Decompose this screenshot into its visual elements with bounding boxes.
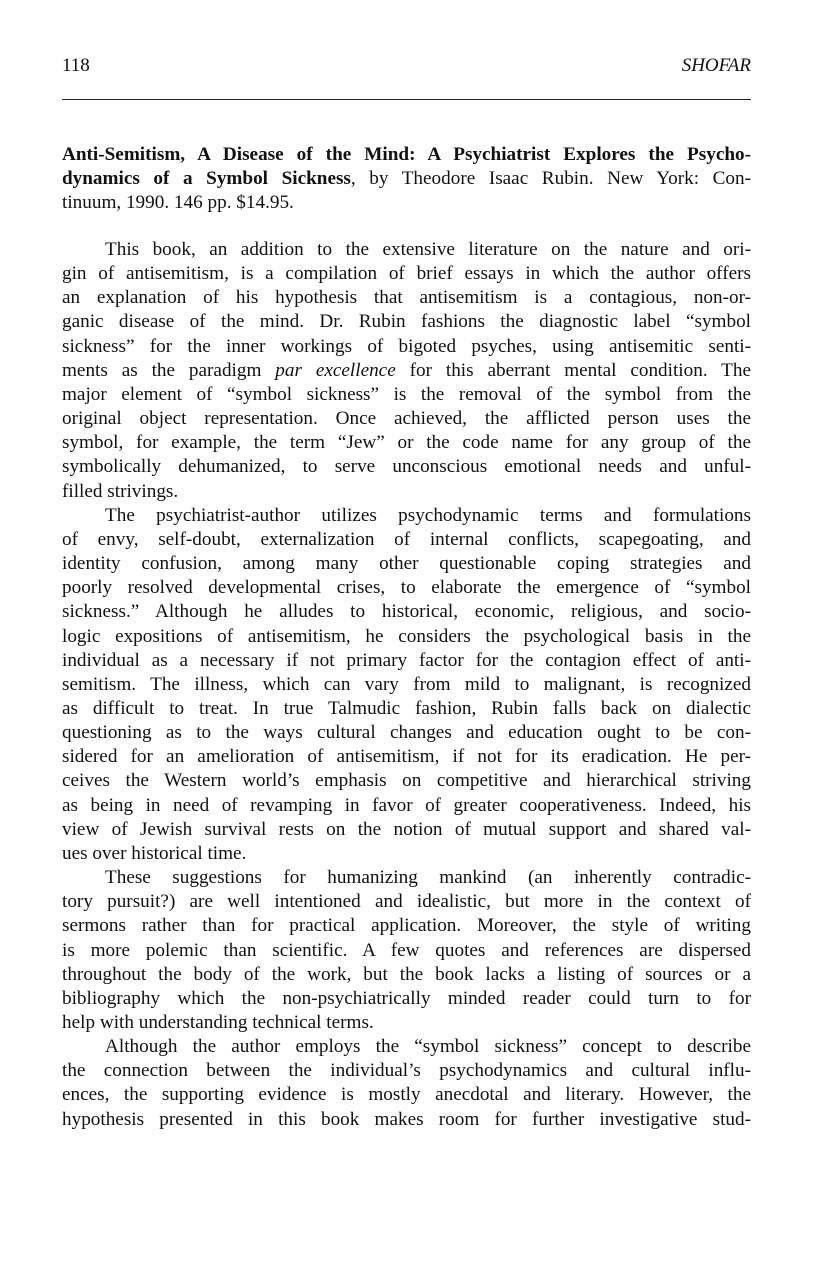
text-line: The psychiatrist-author utilizes psychodynamic terms and formulations (105, 504, 751, 526)
text-line: gin of antisemitism, is a compilation of brief essays in which the author offers (62, 263, 751, 285)
text-line: ences, the supporting evidence is mostly anecdotal and literary. However, the (62, 1084, 751, 1106)
page-number: 118 (62, 55, 90, 76)
text-line: semitism. The illness, which can vary from mild to malignant, is recognized (62, 673, 751, 695)
text-line: ceives the Western world’s emphasis on competitive and hierarchical striving (62, 770, 751, 792)
text-line: help with understanding technical terms. (62, 1012, 374, 1033)
text-line: poorly resolved developmental crises, to elaborate the emergence of “symbol (62, 577, 751, 599)
citation-title: dynamics of a Symbol Sickness (62, 168, 351, 190)
text-line: ments as the paradigm par excellence for this aberrant mental condition. The (62, 359, 751, 381)
running-head: SHOFAR (681, 55, 751, 76)
text-line: Although the author employs the “symbol sickness” concept to describe (105, 1036, 751, 1058)
review-paragraph (62, 504, 751, 866)
citation-title: Anti-Semitism, A Disease of the Mind: A Psychiatrist Explores the Psycho- (62, 144, 751, 165)
text-line: symbolically dehumanized, to serve unconscious emotional needs and unful- (62, 456, 751, 478)
text-line: hypothesis presented in this book makes room for further investigative stud- (62, 1108, 751, 1130)
text-line: individual as a necessary if not primary factor for the contagion effect of anti- (62, 649, 751, 671)
review-paragraph (62, 238, 751, 504)
text-line: sickness” for the inner workings of bigoted psyches, using antisemitic senti- (62, 335, 751, 357)
header-rule (62, 99, 751, 100)
text-line: major element of “symbol sickness” is the removal of the symbol from the (62, 383, 751, 405)
text-line: an explanation of his hypothesis that antisemitism is a contagious, non-or- (62, 287, 751, 309)
review-paragraph (62, 866, 751, 1035)
citation-line (62, 143, 751, 167)
text-line: bibliography which the non-psychiatrically minded reader could turn to for (62, 987, 751, 1009)
text-line: symbol, for example, the term “Jew” or the code name for any group of the (62, 432, 751, 454)
text-line: original object representation. Once achieved, the afflicted person uses the (62, 408, 751, 430)
page-header (62, 55, 751, 83)
text-line: identity confusion, among many other questionable coping strategies and (62, 553, 751, 575)
text-line: sidered for an amelioration of antisemitism, if not for its eradication. He per- (62, 746, 751, 768)
citation-line: tinuum, 1990. 146 pp. $14.95. (62, 192, 294, 214)
citation-line: dynamics of a Symbol Sickness, by Theodore Isaac Rubin. New York: Con- (62, 168, 751, 190)
italic-phrase: par excellence (275, 359, 396, 381)
book-citation (62, 143, 751, 216)
text-line: logic expositions of antisemitism, he considers the psychological basis in the (62, 625, 751, 647)
text-line: These suggestions for humanizing mankind (an inherently contradic- (105, 867, 751, 889)
review-paragraph (62, 1035, 751, 1132)
text-line: This book, an addition to the extensive literature on the nature and ori- (105, 239, 751, 260)
text-line: of envy, self-doubt, externalization of internal conflicts, scapegoating, and (62, 528, 751, 550)
text-line: questioning as to the ways cultural changes and education ought to be con- (62, 722, 751, 744)
text-line: throughout the body of the work, but the book lacks a listing of sources or a (62, 963, 751, 985)
text-line: as being in need of revamping in favor of greater cooperativeness. Indeed, his (62, 794, 751, 816)
text-line: sermons rather than for practical application. Moreover, the style of writing (62, 915, 751, 937)
text-line: ganic disease of the mind. Dr. Rubin fashions the diagnostic label “symbol (62, 311, 751, 333)
text-line: the connection between the individual’s psychodynamics and cultural influ- (62, 1060, 751, 1082)
text-line: view of Jewish survival rests on the notion of mutual support and shared val- (62, 818, 751, 840)
text-line: is more polemic than scientific. A few quotes and references are dispersed (62, 939, 751, 961)
text-line: tory pursuit?) are well intentioned and idealistic, but more in the context of (62, 891, 751, 913)
text-line: as difficult to treat. In true Talmudic fashion, Rubin falls back on dialectic (62, 697, 751, 719)
text-line: filled strivings. (62, 480, 179, 502)
text-line: sickness.” Although he alludes to historical, economic, religious, and socio- (62, 601, 751, 623)
text-line: ues over historical time. (62, 842, 247, 864)
review-body (62, 238, 751, 1132)
